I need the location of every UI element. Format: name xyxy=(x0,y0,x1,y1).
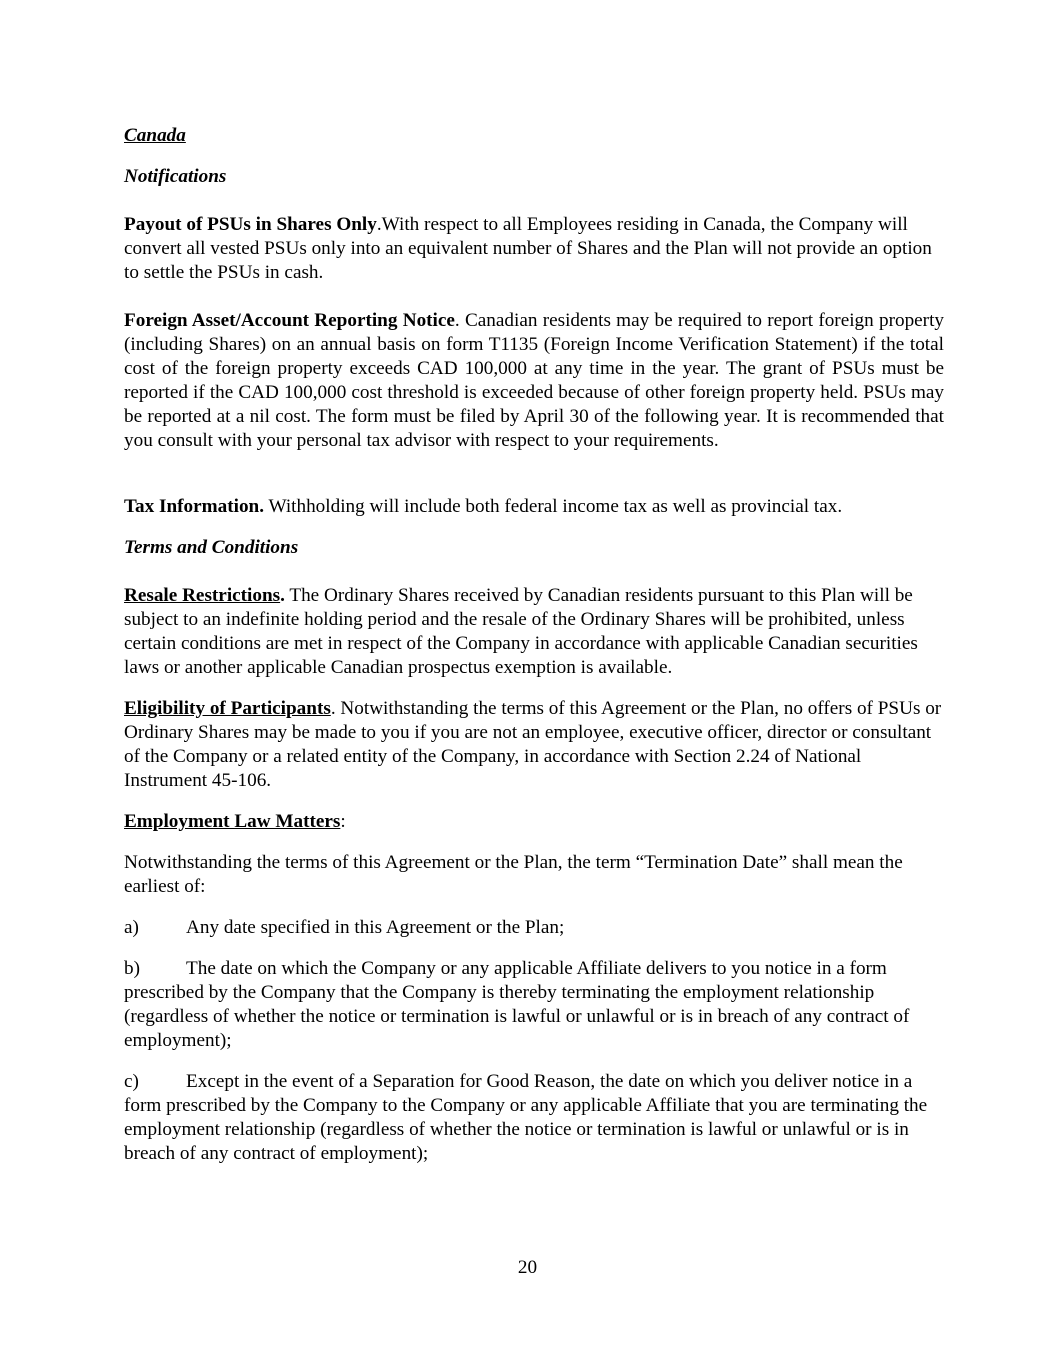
resale-text: The Ordinary Shares received by Canadian residents pursuant to this Plan will be subject to an indefinite holding period and the resale of the Ordinary Shares will be prohibited, unless certain conditions are met in respect of the Company in accordance with applicable Canadian securities laws or another applicable Canadian prospectus exemption is available. xyxy=(124,585,918,678)
list-item-text: The date on which the Company or any applicable Affiliate delivers to you notice in a form prescribed by the Company that the Company is thereby terminating the employment relationship (regardless of whether the notice or termination is lawful or unlawful or is in breach of any contract of employment); xyxy=(124,958,910,1051)
payout-text: .With respect to all Employees residing in Canada, the Company will convert all vested PSUs only into an equivalent number of Shares and the Plan will not provide an option to settle the PSUs in cash. xyxy=(124,214,932,283)
resale-title: Resale Restrictions xyxy=(124,585,281,606)
page-number: 20 xyxy=(517,1257,538,1278)
eligibility-paragraph xyxy=(124,697,944,793)
list-item-text: Any date specified in this Agreement or the Plan; xyxy=(186,917,565,938)
eligibility-title: Eligibility of Participants xyxy=(124,698,331,719)
tax-information-paragraph xyxy=(124,495,944,519)
employment-title-suffix: : xyxy=(340,811,346,832)
employment-intro: Notwithstanding the terms of this Agreement or the Plan, the term “Termination Date” shall mean the earliest of: xyxy=(124,852,903,897)
document-page xyxy=(124,124,944,1166)
payout-title: Payout of PSUs in Shares Only xyxy=(124,214,377,235)
tax-information-text: Withholding will include both federal income tax as well as provincial tax. xyxy=(264,496,843,517)
resale-paragraph xyxy=(124,584,944,680)
list-marker: b) xyxy=(124,958,140,979)
notifications-heading: Notifications xyxy=(124,166,227,187)
list-marker: a) xyxy=(124,917,139,938)
country-heading: Canada xyxy=(124,125,186,146)
payout-paragraph xyxy=(124,213,944,285)
list-item-c xyxy=(124,1070,944,1166)
foreign-asset-text: . Canadian residents may be required to report foreign property (including Shares) on an annual basis on form T1135 (Foreign Income Verification Statement) if the total cost of the foreign property exceeds CAD 100,000 at any time in the year. The grant of PSUs must be reported if the CAD 100,000 cost threshold is exceeded because of other foreign property held. PSUs may be reported at a nil cost. The form must be filed by April 30 of the following year. It is recommended that you consult with your personal tax advisor with respect to your requirements. xyxy=(124,310,944,451)
foreign-asset-title: Foreign Asset/Account Reporting Notice xyxy=(124,310,455,331)
list-item-b xyxy=(124,957,944,1053)
foreign-asset-paragraph xyxy=(124,309,944,453)
employment-title: Employment Law Matters xyxy=(124,811,341,832)
list-item-a xyxy=(124,916,944,940)
list-item-text: Except in the event of a Separation for Good Reason, the date on which you deliver notice in a form prescribed by the Company to the Company or any applicable Affiliate that you are terminating the employment relationship (regardless of whether the notice or termination is lawful or unlawful or is in breach of any contract of employment); xyxy=(124,1071,928,1164)
employment-heading-paragraph xyxy=(124,810,944,834)
resale-title-suffix: . xyxy=(280,585,285,606)
terms-heading: Terms and Conditions xyxy=(124,537,299,558)
tax-information-title: Tax Information. xyxy=(124,496,265,517)
list-marker: c) xyxy=(124,1071,139,1092)
eligibility-text: . Notwithstanding the terms of this Agreement or the Plan, no offers of PSUs or Ordinary Shares may be made to you if you are not an employee, executive officer, director or consultant of the Company or a related entity of the Company, in accordance with Section 2.24 of National Instrument 45-106. xyxy=(124,698,942,791)
